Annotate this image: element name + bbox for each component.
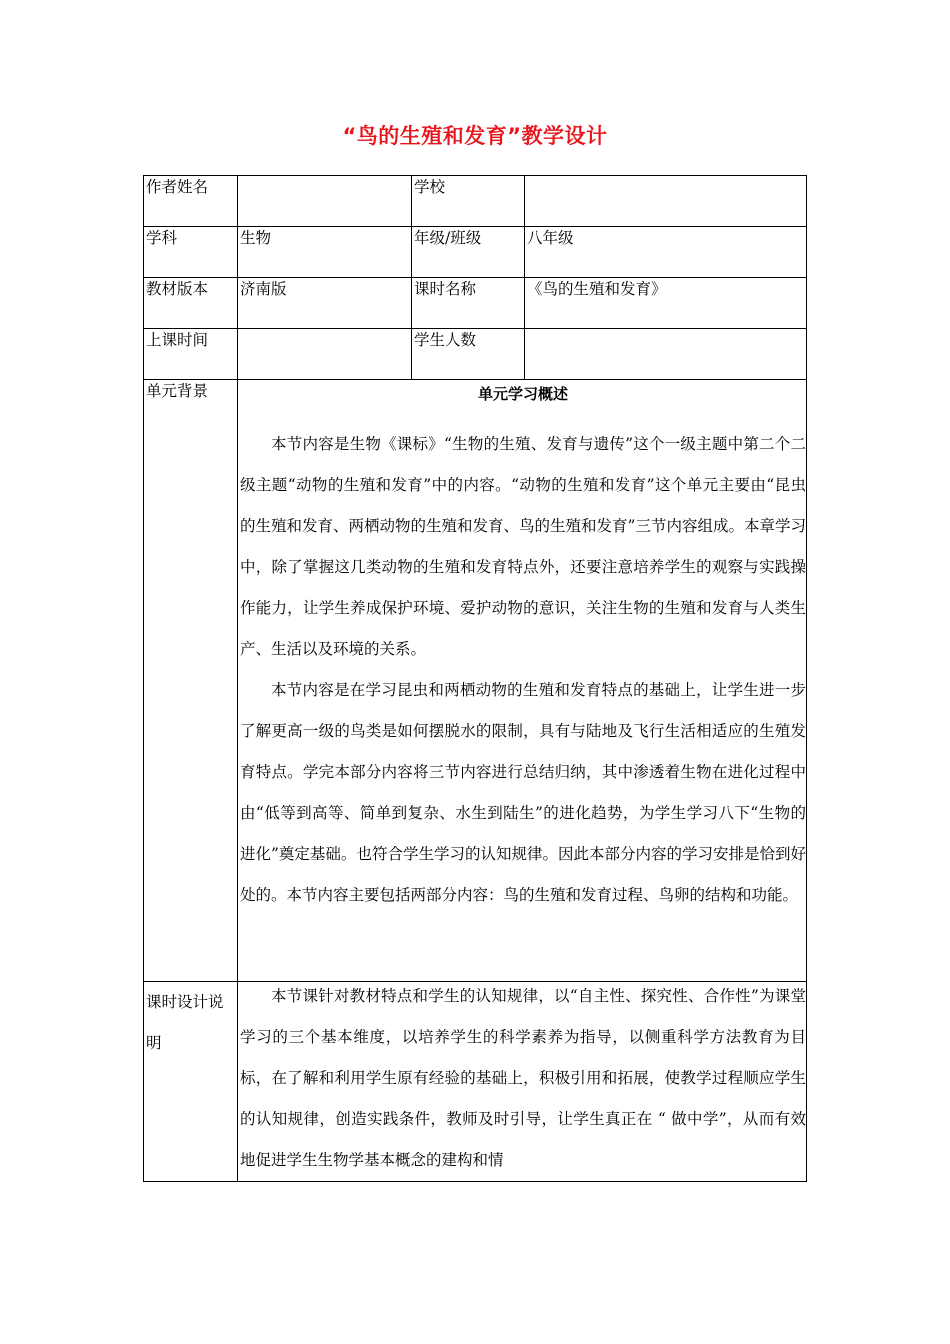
time-value <box>238 329 412 380</box>
subject-label: 学科 <box>144 227 238 278</box>
subject-value: 生物 <box>238 227 412 278</box>
table-row <box>144 982 807 1182</box>
grade-label: 年级/班级 <box>412 227 525 278</box>
table-row <box>144 278 807 329</box>
grade-value: 八年级 <box>525 227 807 278</box>
page-title: “鸟的生殖和发育”教学设计 <box>342 124 608 148</box>
textbook-value: 济南版 <box>238 278 412 329</box>
design-note-cell <box>144 982 238 1182</box>
unit-paragraph: 本节内容是生物《课标》“生物的生殖、发育与遗传”这个一级主题中第二个二级主题“动物的生殖和发育”中的内容。“动物的生殖和发育”这个单元主要由“昆虫的生殖和发育、两栖动物的生殖和发育、鸟的生殖和发育”三节内容组成。本章学习中，除了掌握这几类动物的生殖和发育特点外，还要注意培养学生的观察与实践操作能力，让学生养成保护环境、爱护动物的意识，关注生物的生殖和发育与人类生产、生活以及环境的关系。 <box>240 435 806 658</box>
unit-background-label: 单元背景 <box>144 380 238 982</box>
lesson-design-table <box>143 175 807 1182</box>
school-value <box>525 176 807 227</box>
unit-overview-heading: 单元学习概述 <box>477 385 568 403</box>
design-note-content <box>238 982 807 1182</box>
table-row <box>144 380 807 982</box>
table-row <box>144 227 807 278</box>
unit-background-content <box>238 380 807 982</box>
students-label: 学生人数 <box>412 329 525 380</box>
students-value <box>525 329 807 380</box>
textbook-label: 教材版本 <box>144 278 238 329</box>
author-value <box>238 176 412 227</box>
unit-paragraph: 本节内容是在学习昆虫和两栖动物的生殖和发育特点的基础上，让学生进一步了解更高一级的鸟类是如何摆脱水的限制，具有与陆地及飞行生活相适应的生殖发育特点。学完本部分内容将三节内容进行总结归纳，其中渗透着生物在进化过程中由“低等到高等、简单到复杂、水生到陆生”的进化趋势，为学生学习八下“生物的进化”奠定基础。也符合学生学习的认知规律。因此本部分内容的学习安排是恰到好处的。本节内容主要包括两部分内容：鸟的生殖和发育过程、鸟卵的结构和功能。 <box>240 681 806 904</box>
lesson-label: 课时名称 <box>412 278 525 329</box>
table-row <box>144 176 807 227</box>
time-label: 上课时间 <box>144 329 238 380</box>
lesson-value: 《鸟的生殖和发育》 <box>525 278 807 329</box>
table-row <box>144 329 807 380</box>
design-paragraph: 本节课针对教材特点和学生的认知规律，以“自主性、探究性、合作性”为课堂学习的三个基本维度，以培养学生的科学素养为指导，以侧重科学方法教育为目标，在了解和利用学生原有经验的基础上，积极引用和拓展，使教学过程顺应学生的认知规律，创造实践条件，教师及时引导，让学生真正在 “ 做中学”，从而有效地促进学生生物学基本概念的建构和情 <box>240 987 806 1169</box>
school-label: 学校 <box>412 176 525 227</box>
design-note-label: 课时设计说明 <box>146 993 224 1052</box>
author-label: 作者姓名 <box>144 176 238 227</box>
